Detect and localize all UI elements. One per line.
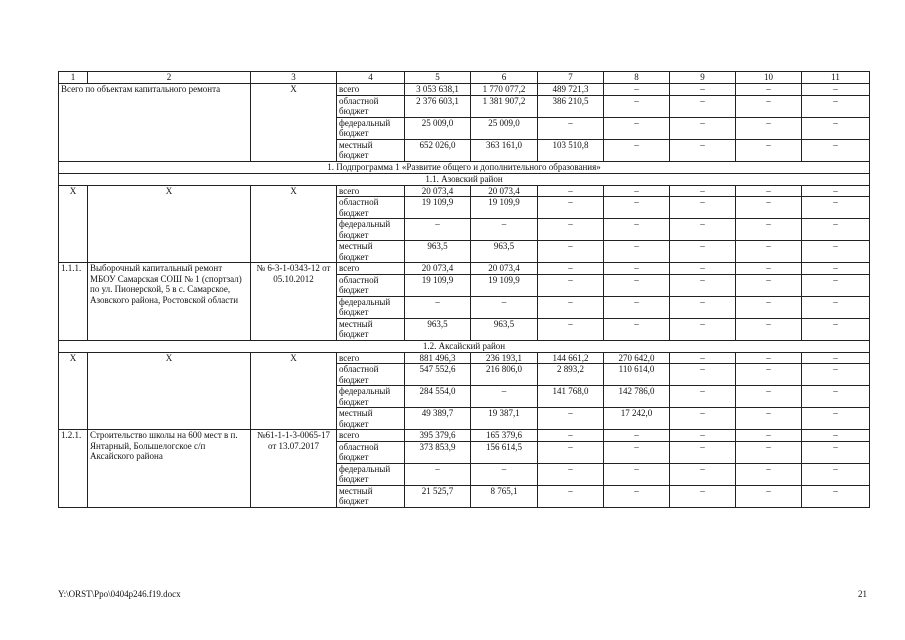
table-cell: – (802, 352, 870, 364)
table-cell: – (802, 241, 870, 263)
table-cell: Всего по объектам капитального ремонта (59, 84, 251, 162)
table-cell: – (604, 318, 670, 340)
table-cell: 652 026,0 (405, 139, 471, 161)
table-cell: – (604, 463, 670, 485)
table-cell: – (736, 274, 802, 296)
table-cell: 25 009,0 (471, 117, 538, 139)
table-cell: 20 073,4 (471, 263, 538, 275)
table-cell: – (736, 352, 802, 364)
table-cell: – (670, 463, 736, 485)
table-cell: – (736, 185, 802, 197)
table-cell: 3 053 638,1 (405, 84, 471, 96)
table-cell: – (538, 274, 604, 296)
table-cell: – (538, 219, 604, 241)
table-cell: областной бюджет (337, 95, 405, 117)
table-cell: 2 893,2 (538, 364, 604, 386)
table-cell: – (670, 219, 736, 241)
table-cell: – (736, 463, 802, 485)
table-cell: – (538, 185, 604, 197)
table-cell: – (802, 441, 870, 463)
table-cell: всего (337, 430, 405, 442)
table-cell: – (736, 441, 802, 463)
table-cell: – (604, 263, 670, 275)
table-cell: областной бюджет (337, 364, 405, 386)
table-cell: областной бюджет (337, 441, 405, 463)
table-cell: 363 161,0 (471, 139, 538, 161)
table-cell: – (670, 386, 736, 408)
table-cell: 156 614,5 (471, 441, 538, 463)
table-cell: – (736, 296, 802, 318)
table-cell: – (604, 296, 670, 318)
table-cell: – (471, 296, 538, 318)
table-cell: – (736, 219, 802, 241)
table-cell: 103 510,8 (538, 139, 604, 161)
table-cell: – (802, 318, 870, 340)
table-cell: – (736, 408, 802, 430)
table-cell: 236 193,1 (471, 352, 538, 364)
table-cell: – (405, 463, 471, 485)
table-row (59, 430, 870, 442)
table-cell: – (538, 117, 604, 139)
table-cell: всего (337, 84, 405, 96)
table-cell: – (538, 296, 604, 318)
table-cell: федеральный бюджет (337, 296, 405, 318)
table-row (59, 185, 870, 197)
table-cell: 25 009,0 (405, 117, 471, 139)
table-cell: Х (59, 352, 88, 430)
table-cell: 21 525,7 (405, 485, 471, 507)
table-cell: 1.1.1. (59, 263, 88, 341)
table-cell: Х (59, 185, 88, 263)
table-cell: – (736, 139, 802, 161)
table-cell: – (736, 95, 802, 117)
table-cell: 141 768,0 (538, 386, 604, 408)
table-cell: 19 387,1 (471, 408, 538, 430)
table-cell: – (538, 241, 604, 263)
table-cell: областной бюджет (337, 274, 405, 296)
table-cell: – (670, 185, 736, 197)
table-cell: – (405, 219, 471, 241)
table-cell: 216 806,0 (471, 364, 538, 386)
table-cell: 20 073,4 (405, 263, 471, 275)
column-header: 7 (538, 72, 604, 84)
table-cell: – (538, 263, 604, 275)
section-row (59, 161, 870, 173)
table-cell: – (670, 352, 736, 364)
table-cell: – (604, 430, 670, 442)
table-cell: – (604, 485, 670, 507)
section-title: 1. Подпрограмма 1 «Развитие общего и дополнительного образования» (59, 161, 870, 173)
table-cell: – (802, 386, 870, 408)
table-cell: – (802, 185, 870, 197)
table-cell: 373 853,9 (405, 441, 471, 463)
table-cell: №61-1-1-3-0065-17 от 13.07.2017 (251, 430, 337, 508)
table-cell: – (670, 296, 736, 318)
table-cell: 547 552,6 (405, 364, 471, 386)
table-cell: – (736, 364, 802, 386)
table-cell: 1 770 077,2 (471, 84, 538, 96)
table-cell: – (736, 241, 802, 263)
table-cell: – (604, 139, 670, 161)
table-cell: – (604, 185, 670, 197)
table-cell: – (670, 95, 736, 117)
table-cell: – (802, 197, 870, 219)
table-cell: 881 496,3 (405, 352, 471, 364)
page-number: 21 (858, 589, 867, 599)
table-cell: – (802, 430, 870, 442)
table-cell: – (802, 408, 870, 430)
table-cell: Х (251, 84, 337, 162)
table-cell: – (538, 463, 604, 485)
table-cell: 270 642,0 (604, 352, 670, 364)
section-title: 1.2. Аксайский район (59, 340, 870, 352)
column-header: 6 (471, 72, 538, 84)
table-cell: всего (337, 352, 405, 364)
table-cell: – (604, 95, 670, 117)
table-cell: местный бюджет (337, 139, 405, 161)
table-cell: – (538, 197, 604, 219)
table-cell: – (670, 241, 736, 263)
section-row (59, 340, 870, 352)
table-cell: – (471, 463, 538, 485)
table-cell: 963,5 (471, 241, 538, 263)
table-cell: – (736, 386, 802, 408)
column-header: 9 (670, 72, 736, 84)
table-row (59, 352, 870, 364)
table-cell: – (736, 117, 802, 139)
table-cell: – (471, 219, 538, 241)
table-cell: – (538, 408, 604, 430)
table-cell: 386 210,5 (538, 95, 604, 117)
column-header: 11 (802, 72, 870, 84)
table-cell: 142 786,0 (604, 386, 670, 408)
column-header: 3 (251, 72, 337, 84)
table-cell: 19 109,9 (471, 274, 538, 296)
column-header: 1 (59, 72, 88, 84)
table-cell: 284 554,0 (405, 386, 471, 408)
table-cell: – (670, 274, 736, 296)
table-cell: – (802, 117, 870, 139)
table-cell: – (670, 117, 736, 139)
table-cell: – (802, 296, 870, 318)
table-cell: 20 073,4 (471, 185, 538, 197)
table-cell: – (736, 430, 802, 442)
table-cell: – (604, 219, 670, 241)
table-row (59, 84, 870, 96)
table-cell: всего (337, 185, 405, 197)
column-header: 2 (88, 72, 251, 84)
table-cell: 19 109,9 (471, 197, 538, 219)
table-cell: – (670, 408, 736, 430)
column-header: 8 (604, 72, 670, 84)
table-cell: федеральный бюджет (337, 219, 405, 241)
table-cell: – (670, 197, 736, 219)
column-header: 4 (337, 72, 405, 84)
table-cell: – (670, 441, 736, 463)
table-cell: Х (88, 185, 251, 263)
table-cell: всего (337, 263, 405, 275)
table-cell: – (736, 485, 802, 507)
table-cell: 489 721,3 (538, 84, 604, 96)
table-cell: Строительство школы на 600 мест в п. Янтарный, Большелогское с/п Аксайского района (88, 430, 251, 508)
table-cell: 19 109,9 (405, 197, 471, 219)
table-cell: – (538, 430, 604, 442)
table-cell: – (604, 241, 670, 263)
table-cell: – (604, 197, 670, 219)
table-cell: местный бюджет (337, 485, 405, 507)
table-cell: – (604, 117, 670, 139)
table-cell: 963,5 (405, 241, 471, 263)
table-cell: 2 376 603,1 (405, 95, 471, 117)
table-cell: 8 765,1 (471, 485, 538, 507)
table-cell: федеральный бюджет (337, 463, 405, 485)
table-cell: Х (88, 352, 251, 430)
table-cell: 1 381 907,2 (471, 95, 538, 117)
table-cell: – (670, 318, 736, 340)
table-cell: областной бюджет (337, 197, 405, 219)
table-cell: – (670, 364, 736, 386)
table-cell: местный бюджет (337, 408, 405, 430)
table-cell: 144 661,2 (538, 352, 604, 364)
table-cell: Выборочный капитальный ремонт МБОУ Самарская СОШ № 1 (спортзал) по ул. Пионерской, 5 в с. Самарское, Азовского района, Ростовской области (88, 263, 251, 341)
table-cell: – (670, 139, 736, 161)
table-cell: – (670, 84, 736, 96)
table-cell: – (802, 219, 870, 241)
table-cell: 110 614,0 (604, 364, 670, 386)
section-row (59, 173, 870, 185)
table-cell: – (670, 430, 736, 442)
table-cell: – (802, 263, 870, 275)
header-row (59, 72, 870, 84)
column-header: 5 (405, 72, 471, 84)
table-cell: местный бюджет (337, 241, 405, 263)
table-cell: – (802, 139, 870, 161)
table-cell: – (538, 318, 604, 340)
table-cell: – (538, 441, 604, 463)
table-cell: федеральный бюджет (337, 117, 405, 139)
table-cell: – (670, 485, 736, 507)
file-path: Y:\ORST\Ppo\0404p246.f19.docx (58, 589, 181, 599)
table-cell: – (736, 84, 802, 96)
table-cell: – (736, 263, 802, 275)
table-cell: 963,5 (471, 318, 538, 340)
table-cell: – (604, 84, 670, 96)
table-cell: 49 389,7 (405, 408, 471, 430)
table-cell: – (802, 463, 870, 485)
table-cell: – (802, 364, 870, 386)
column-header: 10 (736, 72, 802, 84)
table-cell: Х (251, 185, 337, 263)
budget-table (58, 71, 870, 508)
table-cell: – (538, 485, 604, 507)
table-cell: 19 109,9 (405, 274, 471, 296)
table-cell: – (736, 318, 802, 340)
table-row (59, 263, 870, 275)
table-cell: 20 073,4 (405, 185, 471, 197)
table-cell: № 6-3-1-0343-12 от 05.10.2012 (251, 263, 337, 341)
table-cell: – (802, 95, 870, 117)
table-cell: федеральный бюджет (337, 386, 405, 408)
table-cell: – (802, 274, 870, 296)
section-title: 1.1. Азовский район (59, 173, 870, 185)
table-cell: – (604, 441, 670, 463)
table-cell: – (471, 386, 538, 408)
table-cell: 963,5 (405, 318, 471, 340)
table-cell: Х (251, 352, 337, 430)
table-cell: 17 242,0 (604, 408, 670, 430)
table-cell: местный бюджет (337, 318, 405, 340)
table-cell: – (802, 84, 870, 96)
table-cell: – (670, 263, 736, 275)
table-cell: – (405, 296, 471, 318)
table-cell: – (604, 274, 670, 296)
table-cell: 1.2.1. (59, 430, 88, 508)
table-cell: 395 379,6 (405, 430, 471, 442)
table-cell: – (736, 197, 802, 219)
table-cell: 165 379,6 (471, 430, 538, 442)
table-cell: – (802, 485, 870, 507)
